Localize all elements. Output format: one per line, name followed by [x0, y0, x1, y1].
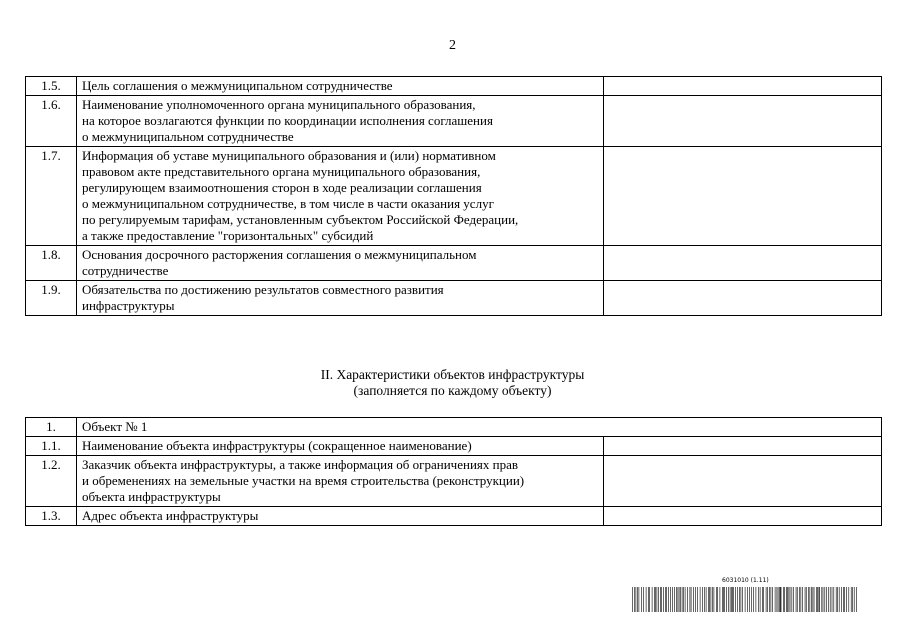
- row-label-line: Наименование объекта инфраструктуры (сокращенное наименование): [82, 438, 472, 453]
- row-label-line: о межмуниципальном сотрудничестве: [82, 129, 294, 144]
- row-label-line: сотрудничестве: [82, 263, 169, 278]
- value-cell[interactable]: [604, 281, 882, 316]
- table-row: [26, 246, 882, 281]
- row-label-line: Наименование уполномоченного органа муниципального образования,: [82, 97, 476, 112]
- table-row: [26, 437, 882, 456]
- row-label-line: Основания досрочного расторжения соглашения о межмуниципальном: [82, 247, 477, 262]
- value-cell[interactable]: [604, 507, 882, 526]
- value-cell[interactable]: [604, 147, 882, 246]
- infrastructure-objects-table: [25, 417, 882, 526]
- row-label-line: по регулируемым тарифам, установленным субъектом Российской Федерации,: [82, 212, 519, 227]
- row-label-line: Информация об уставе муниципального образования и (или) нормативном: [82, 148, 496, 163]
- row-label-line: правовом акте представительного органа муниципального образования,: [82, 164, 481, 179]
- row-number: 1.7.: [26, 147, 77, 246]
- row-label: [77, 437, 604, 456]
- table-row: [26, 147, 882, 246]
- table-row: [26, 507, 882, 526]
- row-label-line: а также предоставление "горизонтальных" субсидий: [82, 228, 374, 243]
- barcode-label: 6031010 (1.11): [722, 577, 769, 584]
- row-label: [77, 456, 604, 507]
- row-number: 1.: [26, 418, 77, 437]
- section-subtitle: (заполняется по каждому объекту): [353, 383, 552, 398]
- value-cell[interactable]: [604, 456, 882, 507]
- object-header-row: [26, 418, 882, 437]
- row-number: 1.2.: [26, 456, 77, 507]
- row-label-line: объекта инфраструктуры: [82, 489, 221, 504]
- row-label-line: на которое возлагаются функции по координации исполнения соглашения: [82, 113, 493, 128]
- row-label-line: инфраструктуры: [82, 298, 175, 313]
- row-label-line: и обременениях на земельные участки на время строительства (реконструкции): [82, 473, 525, 488]
- row-label-line: Цель соглашения о межмуниципальном сотрудничестве: [82, 78, 393, 93]
- value-cell[interactable]: [604, 96, 882, 147]
- row-label-line: регулирующем взаимоотношения сторон в ходе реализации соглашения: [82, 180, 482, 195]
- table-row: [26, 281, 882, 316]
- barcode-icon: [632, 587, 857, 612]
- row-number: 1.3.: [26, 507, 77, 526]
- row-label-line: Адрес объекта инфраструктуры: [82, 508, 259, 523]
- value-cell[interactable]: [604, 246, 882, 281]
- value-cell[interactable]: [604, 77, 882, 96]
- table-row: [26, 77, 882, 96]
- object-header-label: Объект № 1: [77, 418, 882, 437]
- row-label: [77, 281, 604, 316]
- table-row: [26, 456, 882, 507]
- row-label: [77, 96, 604, 147]
- agreement-info-table: [25, 76, 882, 316]
- row-label: [77, 77, 604, 96]
- row-label-line: Заказчик объекта инфраструктуры, а также информация об ограничениях прав: [82, 457, 518, 472]
- row-label: [77, 246, 604, 281]
- value-cell[interactable]: [604, 437, 882, 456]
- row-label-line: Обязательства по достижению результатов совместного развития: [82, 282, 444, 297]
- row-label: [77, 507, 604, 526]
- row-number: 1.8.: [26, 246, 77, 281]
- row-number: 1.1.: [26, 437, 77, 456]
- row-label: [77, 147, 604, 246]
- row-number: 1.6.: [26, 96, 77, 147]
- row-number: 1.9.: [26, 281, 77, 316]
- row-number: 1.5.: [26, 77, 77, 96]
- barcode: [632, 577, 857, 612]
- table-row: [26, 96, 882, 147]
- section-heading: [0, 367, 905, 399]
- page-number: 2: [449, 38, 456, 53]
- section-title: II. Характеристики объектов инфраструктуры: [320, 367, 585, 382]
- row-label-line: о межмуниципальном сотрудничестве, в том числе в части оказания услуг: [82, 196, 494, 211]
